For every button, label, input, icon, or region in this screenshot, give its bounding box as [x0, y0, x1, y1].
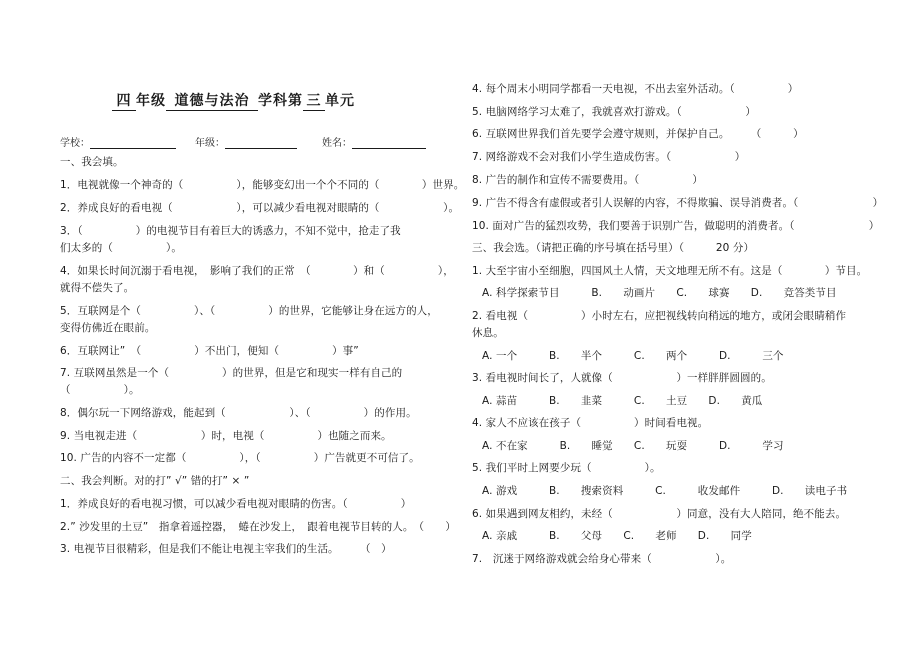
judge-question: 3. 电视节目很精彩，但是我们不能让电视主宰我们的生活。 （ ）: [60, 543, 392, 555]
choice-question: 3. 看电视时间长了，人就像（ ）一样胖胖圆圆的。: [472, 372, 772, 384]
section-title: 一、我会填。: [60, 156, 124, 168]
fill-question-cont: （ ）。: [60, 384, 140, 396]
judge-question: 8. 广告的制作和宣传不需要费用。（ ）: [472, 174, 704, 186]
school-label: 学校：: [60, 138, 90, 149]
page-title: [112, 90, 355, 111]
choice-options: A. 蒜苗 B. 韭菜 C. 土豆 D. 黄瓜: [482, 395, 763, 407]
fill-question-cont: 们太多的（ ）。: [60, 242, 182, 254]
school-blank[interactable]: [90, 138, 176, 149]
choice-question: 4. 家人不应该在孩子（ ）时间看电视。: [472, 417, 709, 429]
title-unit-label: 单元: [325, 93, 355, 109]
name-blank[interactable]: [352, 138, 426, 149]
judge-question: 10. 面对广告的猛烈攻势，我们要善于识别广告，做聪明的消费者。（ ）: [472, 220, 880, 232]
section-title: 三、我会选。（请把正确的序号填在括号里）（ 20 分）: [472, 242, 755, 254]
fill-question-cont: 变得仿佛近在眼前。: [60, 322, 156, 334]
fill-question: 3．（ ）的电视节目有着巨大的诱惑力，不知不觉中，抢走了我: [60, 225, 401, 237]
judge-question: 5. 电脑网络学习太难了，我就喜欢打游戏。（ ）: [472, 106, 757, 118]
title-subject-label: 学科第: [258, 93, 303, 109]
judge-question: 6. 互联网世界我们首先要学会遵守规则，并保护自己。 （ ）: [472, 128, 804, 140]
fill-question: 9. 当电视走进（ ）时，电视（ ）也随之而来。: [60, 430, 392, 442]
choice-options: A. 一个 B. 半个 C. 两个 D. 三个: [482, 350, 784, 362]
fill-question-cont: 就得不偿失了。: [60, 282, 135, 294]
grade-blank[interactable]: [225, 138, 297, 149]
fill-question: 8．偶尔玩一下网络游戏，能起到（ ）、（ ）的作用。: [60, 407, 417, 419]
section-title: 二、我会判断。对的打” √” 错的打” × ”: [60, 475, 250, 487]
choice-options: A. 不在家 B. 睡觉 C. 玩耍 D. 学习: [482, 440, 784, 452]
choice-question: 6. 如果遇到网友相约，未经（ ）同意，没有大人陪同，绝不能去。: [472, 508, 847, 520]
title-subject: 道德与法治: [166, 90, 258, 111]
choice-question: 2. 看电视（ ）小时左右，应把视线转向稍远的地方，或闭会眼睛稍作: [472, 310, 847, 322]
fill-question: 1．电视就像一个神奇的（ ），能够变幻出一个个不同的（ ）世界。: [60, 179, 465, 191]
grade-label: 年级：: [195, 138, 225, 149]
fill-question: 2．养成良好的看电视（ ），可以减少看电视对眼睛的（ ）。: [60, 202, 460, 214]
name-field: [322, 134, 426, 149]
choice-options: A. 亲戚 B. 父母 C. 老师 D. 同学: [482, 530, 752, 542]
title-grade-label: 年级: [136, 93, 166, 109]
fill-question: 6．互联网让” （ ）不出门，便知（ ）事”: [60, 345, 359, 357]
title-unit: 三: [303, 90, 325, 111]
fill-question: 7. 互联网虽然是一个（ ）的世界，但是它和现实一样有自己的: [60, 367, 403, 379]
fill-question: 10. 广告的内容不一定都（ ），（ ）广告就更不可信了。: [60, 452, 420, 464]
fill-question: 5．互联网是个（ ）、（ ）的世界，它能够让身在远方的人，: [60, 305, 438, 317]
choice-question: 1. 大至宇宙小至细胞，四国风土人情，天文地理无所不有。这是（ ）节目。: [472, 265, 868, 277]
fill-question: 4．如果长时间沉溺于看电视， 影响了我们的正常 （ ）和（ ），: [60, 265, 454, 277]
choice-question: 7. 沉迷于网络游戏就会给身心带来（ ）。: [472, 553, 732, 565]
choice-question-cont: 休息。: [472, 327, 504, 339]
judge-question: 2.” 沙发里的土豆” 指拿着遥控器， 蜷在沙发上， 跟着电视节目转的人。 （ ）: [60, 521, 456, 533]
judge-question: 1．养成良好的看电视习惯，可以减少看电视对眼睛的伤害。（ ）: [60, 498, 412, 510]
choice-options: A. 游戏 B. 搜索资料 C. 收发邮件 D. 读电子书: [482, 485, 848, 497]
name-label: 姓名：: [322, 138, 352, 149]
choice-options: A. 科学探索节目 B. 动画片 C. 球赛 D. 竞答类节目: [482, 287, 837, 299]
judge-question: 4. 每个周末小明同学都看一天电视，不出去室外活动。（ ）: [472, 83, 799, 95]
grade-field: [195, 134, 297, 149]
school-field: [60, 134, 176, 149]
choice-question: 5. 我们平时上网要少玩（ ）。: [472, 462, 661, 474]
title-grade: 四: [112, 90, 136, 111]
judge-question: 7. 网络游戏不会对我们小学生造成伤害。（ ）: [472, 151, 746, 163]
judge-question: 9. 广告不得含有虚假或者引人误解的内容，不得欺骗、误导消费者。（ ）: [472, 197, 884, 209]
